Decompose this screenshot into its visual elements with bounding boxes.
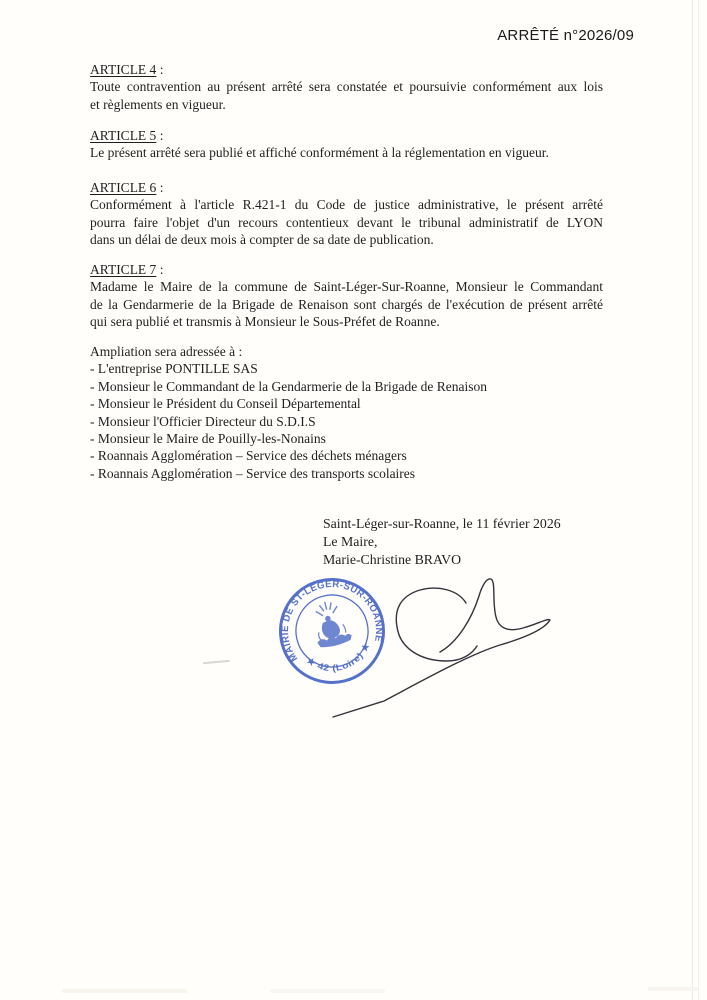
ampliation-item: - Roannais Agglomération – Service des transports scolaires xyxy=(90,465,416,481)
stamp-department-text: ★ 42 (Loire) ★ xyxy=(304,641,372,674)
scanner-edge-line xyxy=(698,0,699,1000)
article-7-heading xyxy=(90,261,603,278)
signer-role: Le Maire, xyxy=(323,534,378,549)
handwritten-signature xyxy=(315,568,565,728)
article-7-line-3: qui sera publié et transmis à Monsieur le Sous-Préfet de Roanne. xyxy=(90,314,440,330)
article-5-colon: : xyxy=(156,128,164,143)
article-6-line-3: dans un délai de deux mois à compter de sa date de publication. xyxy=(90,232,434,248)
article-4-colon: : xyxy=(156,62,164,77)
article-6-heading xyxy=(90,179,603,196)
faint-pencil-mark xyxy=(203,660,230,664)
article-6-section xyxy=(90,179,603,249)
article-7-section xyxy=(90,261,603,331)
scan-smudge xyxy=(270,989,385,993)
article-4-line-2: et règlements en vigueur. xyxy=(90,96,226,112)
article-4-heading xyxy=(90,61,603,78)
article-6-colon: : xyxy=(156,180,164,195)
article-6-line-2: pourra faire l'objet d'un recours contentieux devant le tribunal administratif de LYON xyxy=(90,214,603,230)
document-number: ARRÊTÉ n°2026/09 xyxy=(497,27,634,44)
article-4-section xyxy=(90,61,603,113)
article-7-colon: : xyxy=(156,262,164,277)
article-5-line-1: Le présent arrêté sera publié et affiché conformément à la réglementation en vigueur. xyxy=(90,145,549,161)
article-4-line-1: Toute contravention au présent arrêté sera constatée et poursuivie conformément aux lois xyxy=(90,79,603,95)
stamp-ring-text: MAIRIE DE ST-LÉGER-SUR-ROANNE xyxy=(279,578,385,664)
article-6-title: ARTICLE 6 xyxy=(90,180,157,195)
ampliation-item: - L'entreprise PONTILLE SAS xyxy=(90,361,258,377)
ampliation-item: - Monsieur le Président du Conseil Départemental xyxy=(90,396,361,412)
article-7-line-1: Madame le Maire de la commune de Saint-Léger-Sur-Roanne, Monsieur le Commandant xyxy=(90,279,603,295)
ampliation-item: - Monsieur l'Officier Directeur du S.D.I.S xyxy=(90,413,316,429)
scan-smudge xyxy=(648,987,698,991)
article-7-title: ARTICLE 7 xyxy=(90,262,157,277)
scan-smudge xyxy=(62,989,187,993)
article-4-title: ARTICLE 4 xyxy=(90,62,157,77)
article-7-line-2: de la Gendarmerie de la Brigade de Renaison sont chargés de l'exécution de présent arrêté xyxy=(90,296,603,312)
ampliation-item: - Monsieur le Commandant de la Gendarmerie de la Brigade de Renaison xyxy=(90,378,487,394)
article-5-heading xyxy=(90,127,603,144)
signer-name: Marie-Christine BRAVO xyxy=(323,552,462,567)
ampliation-item: - Roannais Agglomération – Service des déchets ménagers xyxy=(90,448,407,464)
ampliation-title: Ampliation sera adressée à : xyxy=(90,344,243,359)
signature-block xyxy=(323,515,561,569)
signature-stroke xyxy=(396,588,477,661)
article-6-line-1: Conformément à l'article R.421-1 du Code de justice administrative, le présent arrêté xyxy=(90,197,603,213)
article-5-title: ARTICLE 5 xyxy=(90,128,157,143)
ampliation-section xyxy=(90,343,603,482)
signature-stroke xyxy=(333,579,550,717)
scanner-edge-line xyxy=(692,0,693,1000)
article-5-section xyxy=(90,127,603,162)
ampliation-item: - Monsieur le Maire de Pouilly-les-Nonains xyxy=(90,431,326,447)
place-and-date: Saint-Léger-sur-Roanne, le 11 février 2026 xyxy=(323,516,561,531)
